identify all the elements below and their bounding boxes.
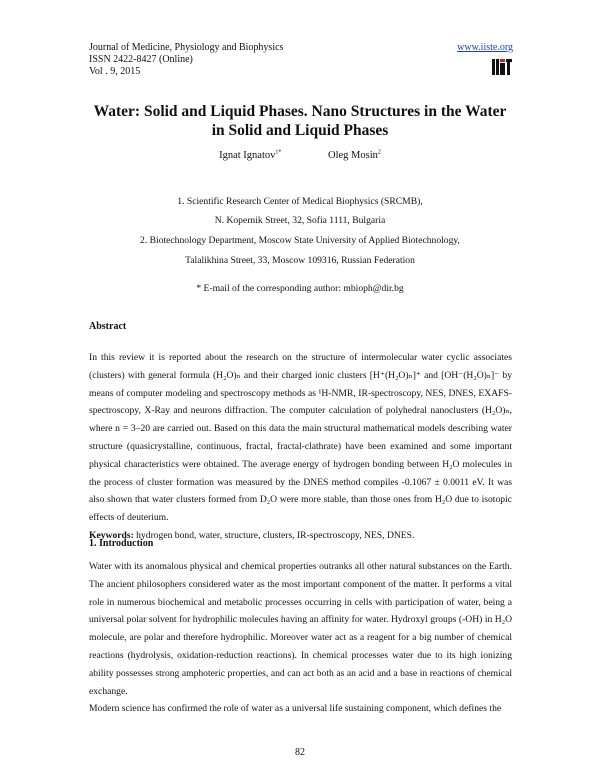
intro-paragraph-2: Modern science has confirmed the role of water as a universal life sustaining component, which defines the [89,703,502,715]
affiliation-line-4: Talalikhina Street, 33, Moscow 109316, Russian Federation [185,255,415,266]
affiliation-line-3: 2. Biotechnology Department, Moscow State University of Applied Biotechnology, [140,235,460,246]
author-1 [219,150,281,161]
journal-header [89,42,283,78]
corresponding-email: * E-mail of the corresponding author: mbioph@dir.bg [196,283,404,294]
title-line-1: Water: Solid and Liquid Phases. Nano Structures in the Water [93,103,507,120]
intro-paragraph-1: Water with its anomalous physical and chemical properties outranks all other natural substances on the Earth. The ancient philosophers considered water as the most important component of the matter. It performs a vital role in numerous biochemical and metabolic processes occurring in cells with participation of water, being a universal polar solvent for hydrophilic molecules having an affinity for water. Hydroxyl groups (-OH) in H₂O molecule, are polar and therefore hydrophilic. Moreover water act as a reagent for a big number of chemical reactions (hydrolysis, oxidation-reduction reactions). In chemical processes water due to its high ionizing ability possesses strong amphoteric properties, and can act both as an acid and a base in reactions of chemical exchange. [89,561,512,697]
title-line-2: in Solid and Liquid Phases [211,122,389,139]
volume: Vol . 9, 2015 [89,66,141,77]
introduction-heading: 1. Introduction [89,538,154,549]
author-2-name: Oleg Mosin [328,149,378,161]
keywords-text: hydrogen bond, water, structure, clusters, IR-spectroscopy, NES, DNES. [136,529,415,541]
website-link[interactable]: www.iiste.org [457,42,513,53]
abstract-text: In this review it is reported about the research on the structure of intermolecular water cyclic associates (clusters) with general formula (H₂O)ₙ and their charged ionic clusters [H⁺(H₂O)ₙ]⁺ and [OH⁻(H₂O)ₙ]⁻ by means of computer modeling and spectroscopy methods as ¹H-NMR, IR-spectroscopy, NES, DNES, EXAFS-spectroscopy, X-Ray and neurons diffraction. The computer calculation of polyhedral nanoclusters (H₂O)ₙ, where n = 3–20 are carried out. Based on this data the main structural mathematical models describing water structure (quasicrystalline, continuous, fractal, fractal-clathrate) have been examined and some important physical characteristics were obtained. The average energy of hydrogen bonding between H₂O molecules in the process of cluster formation was measured by the DNES method compiles -0.1067 ± 0.0011 eV. It was also shown that water clusters formed from D₂O were more stable, than those ones from H₂O due to isotopic effects of deuterium. [89,352,512,524]
introduction-body [89,558,512,718]
page-number: 82 [295,747,305,758]
affiliation-line-2: N. Kopernik Street, 32, Sofia 1111, Bulgaria [214,215,386,226]
author-1-sup: 1* [275,149,282,155]
keywords-label: Keywords: [89,529,134,541]
author-2-sup: 2 [377,149,381,155]
author-1-name: Ignat Ignatov [219,149,276,161]
abstract-body [89,349,512,545]
authors [0,149,600,161]
issn: ISSN 2422-8427 (Online) [89,54,193,65]
author-2 [328,150,381,161]
paper-title [60,102,540,140]
affiliation-line-1: 1. Scientific Research Center of Medical Biophysics (SRCMB), [177,196,423,207]
journal-name: Journal of Medicine, Physiology and Biophysics [89,42,284,53]
abstract-heading: Abstract [89,321,127,332]
iiste-logo [491,57,513,77]
